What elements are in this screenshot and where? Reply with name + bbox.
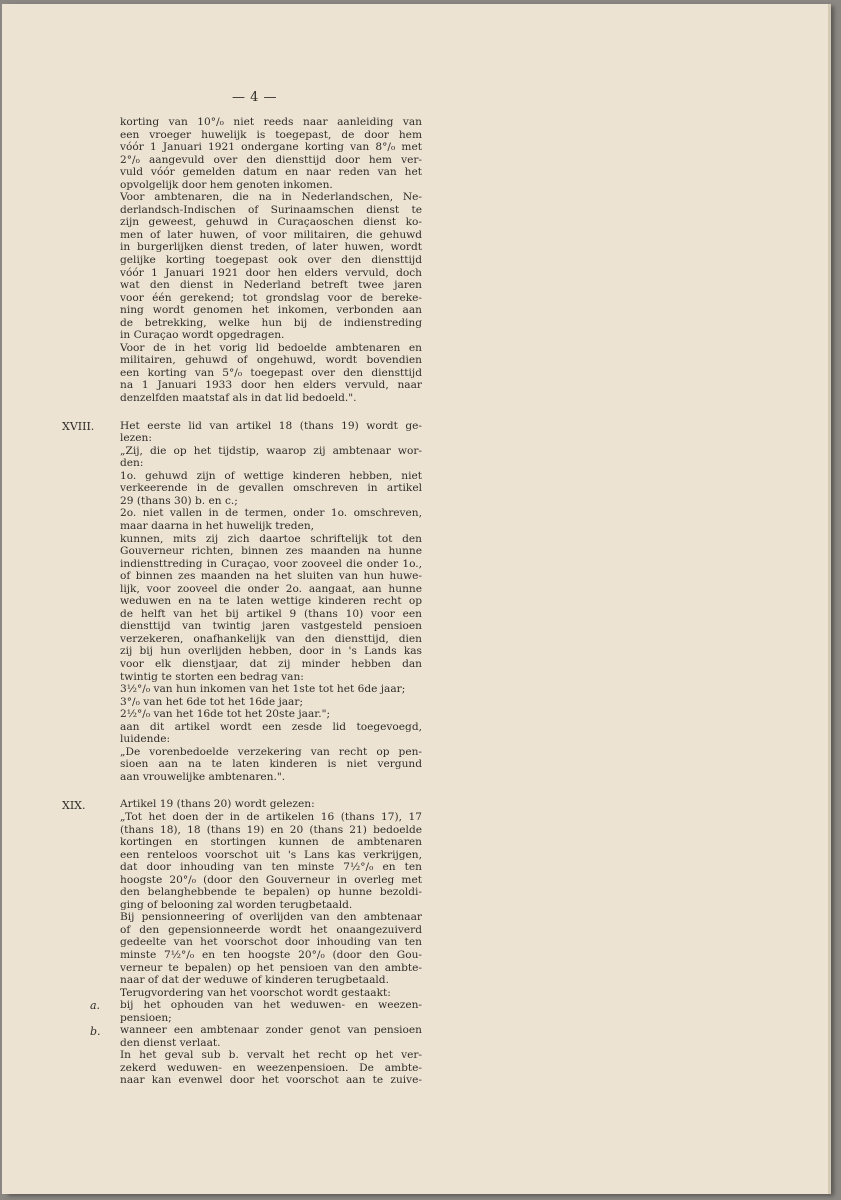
text-line: verneur te bepalen) op het pensioen van den ambte- (120, 961, 422, 974)
text-line: wanneer een ambtenaar zonder genot van pensioen (120, 1024, 422, 1037)
text-line: kunnen, mits zij zich daartoe schriftelijk tot den (120, 532, 422, 545)
text-line: (thans 18), 18 (thans 19) en 20 (thans 21) bedoelde (120, 823, 422, 836)
document-page (2, 4, 828, 1194)
section-number: XVIII. (62, 419, 95, 433)
text-line: een vroeger huwelijk is toegepast, de door hem (120, 128, 422, 141)
text-line: voor elk dienstjaar, dat zij minder hebben dan (120, 657, 422, 670)
text-line: 1o. gehuwd zijn of wettige kinderen hebben, niet (120, 469, 422, 482)
text-line: zij bij hun overlijden hebben, door in 's Lands kas (120, 645, 422, 658)
text-line: gedeelte van het voorschot door inhouding van ten (120, 936, 422, 949)
text-line: den dienst verlaat. (120, 1036, 221, 1049)
text-line: verkeerende in de gevallen omschreven in artikel (120, 482, 422, 495)
text-line: of binnen zes maanden na het sluiten van hun huwe- (120, 570, 422, 583)
text-line: weduwen en na te laten wettige kinderen recht op (120, 595, 422, 608)
text-line: den: (120, 457, 144, 470)
text-line: lijk, voor zooveel die onder 2o. aangaat, aan hunne (120, 582, 422, 595)
text-line: twintig te storten een bedrag van: (120, 670, 304, 683)
text-line: diensttijd van twintig jaren vastgesteld pensioen (120, 620, 422, 633)
text-line: den belanghebbende te bepalen) op hunne bezoldi- (120, 886, 422, 899)
text-line: zijn geweest, gehuwd in Curaçaoschen dienst ko- (120, 216, 422, 229)
text-line: men of later huwen, of voor militairen, die gehuwd (120, 228, 422, 241)
section-block (120, 116, 422, 405)
text-line: „Tot het doen der in de artikelen 16 (thans 17), 17 (120, 810, 422, 823)
text-line: derlandsch-Indischen of Surinaamschen dienst te (120, 203, 422, 216)
text-line: Gouverneur richten, binnen zes maanden na hunne (120, 545, 422, 558)
text-line: Bij pensionneering of overlijden van den ambtenaar (120, 911, 422, 924)
text-line: vóór 1 Januari 1921 door hen elders vervuld, doch (120, 266, 422, 279)
section-number: XIX. (62, 798, 86, 812)
document-body (120, 116, 422, 1087)
text-line: luidende: (120, 733, 171, 746)
text-line: vuld vóór gemelden datum en naar reden van het (120, 166, 422, 179)
text-line: Het eerste lid van artikel 18 (thans 19) wordt ge- (120, 419, 422, 432)
text-line: gelijke korting toegepast ook over den diensttijd (120, 254, 422, 267)
text-line: Voor ambtenaren, die na in Nederlandschen, Ne- (120, 191, 422, 204)
text-line: „De vorenbedoelde verzekering van recht op pen- (120, 745, 422, 758)
text-line: ning wordt genomen het inkomen, verbonden aan (120, 304, 422, 317)
text-line: een renteloos voorschot uit 's Lans kas verkrijgen, (120, 848, 422, 861)
text-line: de betrekking, welke hun bij de indienstreding (120, 316, 422, 329)
text-line: militairen, gehuwd of ongehuwd, wordt bovendien (120, 354, 422, 367)
text-line: voor één gerekend; tot grondslag voor de bereke- (120, 291, 422, 304)
text-line: kortingen en stortingen kunnen de ambtenaren (120, 836, 422, 849)
text-line: na 1 Januari 1933 door hen elders vervuld, naar (120, 379, 422, 392)
text-line: minste 7½°/₀ en ten hoogste 20°/₀ (door den Gou- (120, 949, 422, 961)
text-line: denzelfden maatstaf als in dat lid bedoeld.". (120, 392, 357, 405)
section-block (120, 420, 422, 784)
text-line: 3½°/₀ van hun inkomen van het 1ste tot het 6de jaar; (120, 683, 406, 696)
text-line: In het geval sub b. vervalt het recht op het ver- (120, 1049, 422, 1062)
text-line: sioen aan na te laten kinderen is niet vergund (120, 758, 422, 771)
sub-item-marker: b. (90, 1024, 101, 1038)
text-line: 2°/₀ aangevuld over den diensttijd door hem ver- (120, 153, 422, 166)
text-line: Voor de in het vorig lid bedoelde ambtenaren en (120, 341, 422, 354)
text-line: aan dit artikel wordt een zesde lid toegevoegd, (120, 720, 422, 733)
text-line: korting van 10°/₀ niet reeds naar aanleiding van (120, 116, 422, 128)
text-line: Terugvordering van het voorschot wordt gestaakt: (120, 986, 391, 999)
text-line: in Curaçao wordt opgedragen. (120, 329, 285, 342)
text-line: dat door inhouding van ten minste 7½°/₀ en ten (120, 861, 422, 874)
text-line: 2o. niet vallen in de termen, onder 1o. omschreven, (120, 507, 422, 520)
sub-item-marker: a. (90, 999, 101, 1013)
text-line: 29 (thans 30) b. en c.; (120, 494, 238, 507)
text-line: aan vrouwelijke ambtenaren.". (120, 770, 286, 783)
page-number: — 4 — (232, 90, 278, 105)
text-line: een korting van 5°/₀ toegepast over den diensttijd (120, 366, 422, 379)
text-line: pensioen; (120, 1011, 172, 1024)
text-line: ging of belooning zal worden terugbetaald. (120, 898, 353, 911)
text-line: naar kan evenwel door het voorschot aan te zuive- (120, 1074, 422, 1087)
text-line: hoogste 20°/₀ (door den Gouverneur in overleg met (120, 873, 422, 886)
text-line: in burgerlijken dienst treden, of later huwen, wordt (120, 241, 422, 254)
text-line: 3°/₀ van het 6de tot het 16de jaar; (120, 695, 304, 708)
text-line: of den gepensionneerde wordt het onaangezuiverd (120, 923, 422, 936)
text-line: zekerd weduwen- en weezenpensioen. De ambte- (120, 1061, 422, 1074)
text-line: vóór 1 Januari 1921 ondergane korting van 8°/₀ met (120, 141, 422, 154)
text-line: de helft van het bij artikel 9 (thans 10) voor een (120, 607, 422, 620)
text-line: bij het ophouden van het weduwen- en weezen- (120, 999, 422, 1012)
text-line: maar daarna in het huwelijk treden, (120, 519, 315, 532)
text-line: naar of dat der weduwe of kinderen terugbetaald. (120, 974, 389, 987)
text-line: Artikel 19 (thans 20) wordt gelezen: (120, 798, 315, 811)
text-line: opvolgelijk door hem genoten inkomen. (120, 178, 333, 191)
text-line: 2½°/₀ van het 16de tot het 20ste jaar."; (120, 708, 331, 721)
text-line: lezen: (120, 432, 152, 445)
text-line: indiensttreding in Curaçao, voor zooveel die onder 1o., (120, 557, 422, 570)
text-line: „Zij, die op het tijdstip, waarop zij ambtenaar wor- (120, 444, 422, 457)
text-line: verzekeren, onafhankelijk van den diensttijd, dien (120, 632, 422, 645)
text-line: wat den dienst in Nederland betreft twee jaren (120, 279, 422, 292)
section-block (120, 798, 422, 1087)
